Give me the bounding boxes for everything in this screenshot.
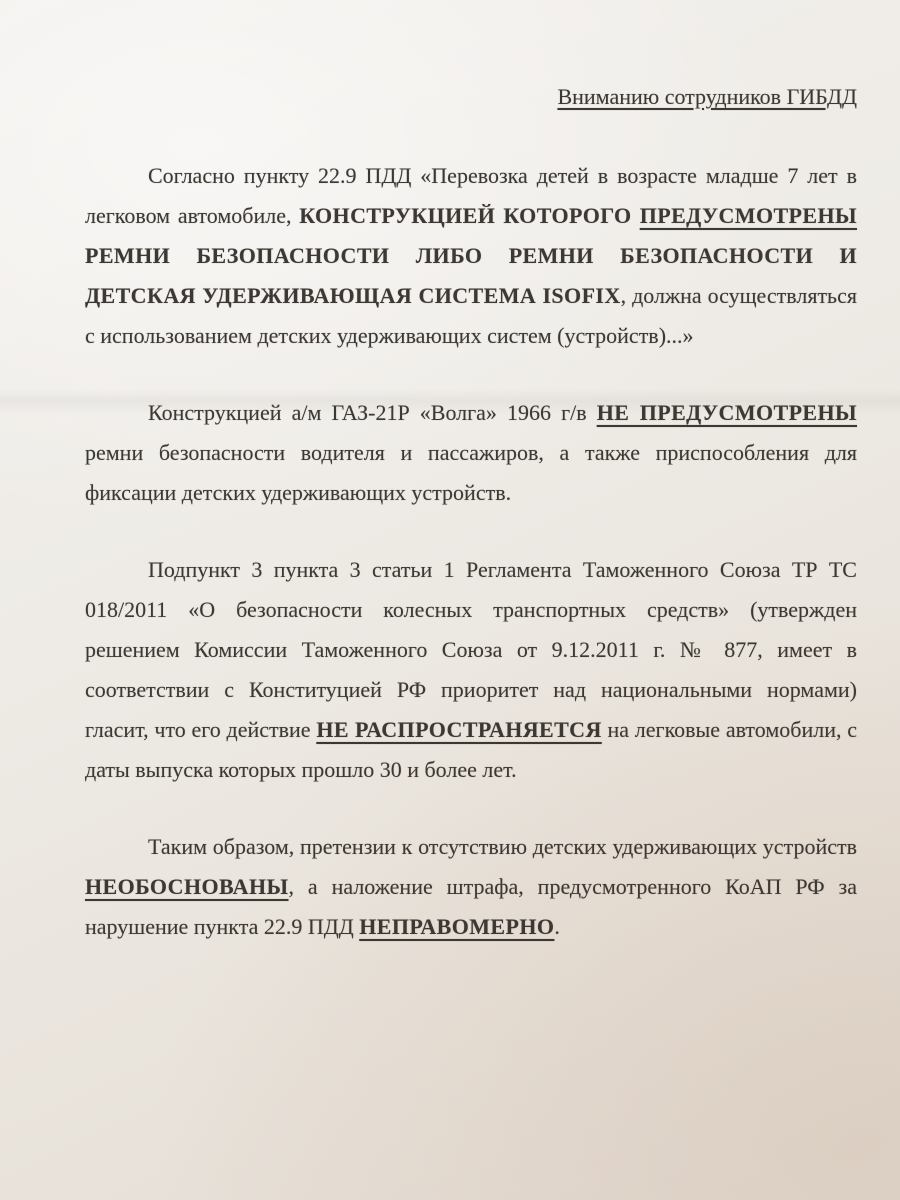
document-body <box>85 156 857 947</box>
emphasis-run: КОНСТРУКЦИЕЙ КОТОРОГО <box>299 203 640 228</box>
text-run: Конструкцией а/м ГАЗ-21Р «Волга» 1966 г/в <box>148 400 597 425</box>
paragraph <box>85 393 857 513</box>
emphasis-run: НЕПРАВОМЕРНО <box>359 914 555 939</box>
text-run: Таким образом, претензии к отсутствию детских удерживающих устройств <box>148 834 857 859</box>
text-run: , а наложение штрафа, предусмотренного КоАП РФ за нарушение пункта 22.9 ПДД <box>85 874 857 939</box>
text-run: на легковые автомобили, с даты выпуска которых прошло 30 и более лет. <box>85 717 857 782</box>
text-run: Согласно пункту 22.9 ПДД «Перевозка детей в возрасте младше 7 лет в легковом автомобиле, <box>85 163 857 228</box>
paragraph <box>85 156 857 356</box>
text-run: . <box>554 914 560 939</box>
emphasis-run: НЕ РАСПРОСТРАНЯЕТСЯ <box>316 717 602 742</box>
document-header: Вниманию сотрудников ГИБДД <box>557 84 857 109</box>
paragraph <box>85 827 857 947</box>
paragraph <box>85 550 857 790</box>
emphasis-run: НЕОБОСНОВАНЫ <box>85 874 289 899</box>
emphasis-run: ПРЕДУСМОТРЕНЫ <box>639 203 857 228</box>
text-run: ремни безопасности водителя и пассажиров, а также приспособления для фиксации детских удерживающих устройств. <box>85 440 857 505</box>
text-run: , должна осуществляться с использованием детских удерживающих систем (устройств)...» <box>85 283 857 348</box>
emphasis-run: РЕМНИ БЕЗОПАСНОСТИ ЛИБО РЕМНИ БЕЗОПАСНОСТИ И ДЕТСКАЯ УДЕРЖИВАЮЩАЯ СИСТЕМА ISOFIX <box>85 243 857 308</box>
document-page <box>85 82 857 947</box>
emphasis-run: НЕ ПРЕДУСМОТРЕНЫ <box>596 400 857 425</box>
text-run: Подпункт 3 пункта 3 статьи 1 Регламента Таможенного Союза ТР ТС 018/2011 «О безопасности колесных транспортных средств» (утвержден решением Комиссии Таможенного Союза от 9.12.2011 г. № 877, имеет в соответствии с Конституцией РФ приоритет над национальными нормами) гласит, что его действие <box>85 557 857 742</box>
